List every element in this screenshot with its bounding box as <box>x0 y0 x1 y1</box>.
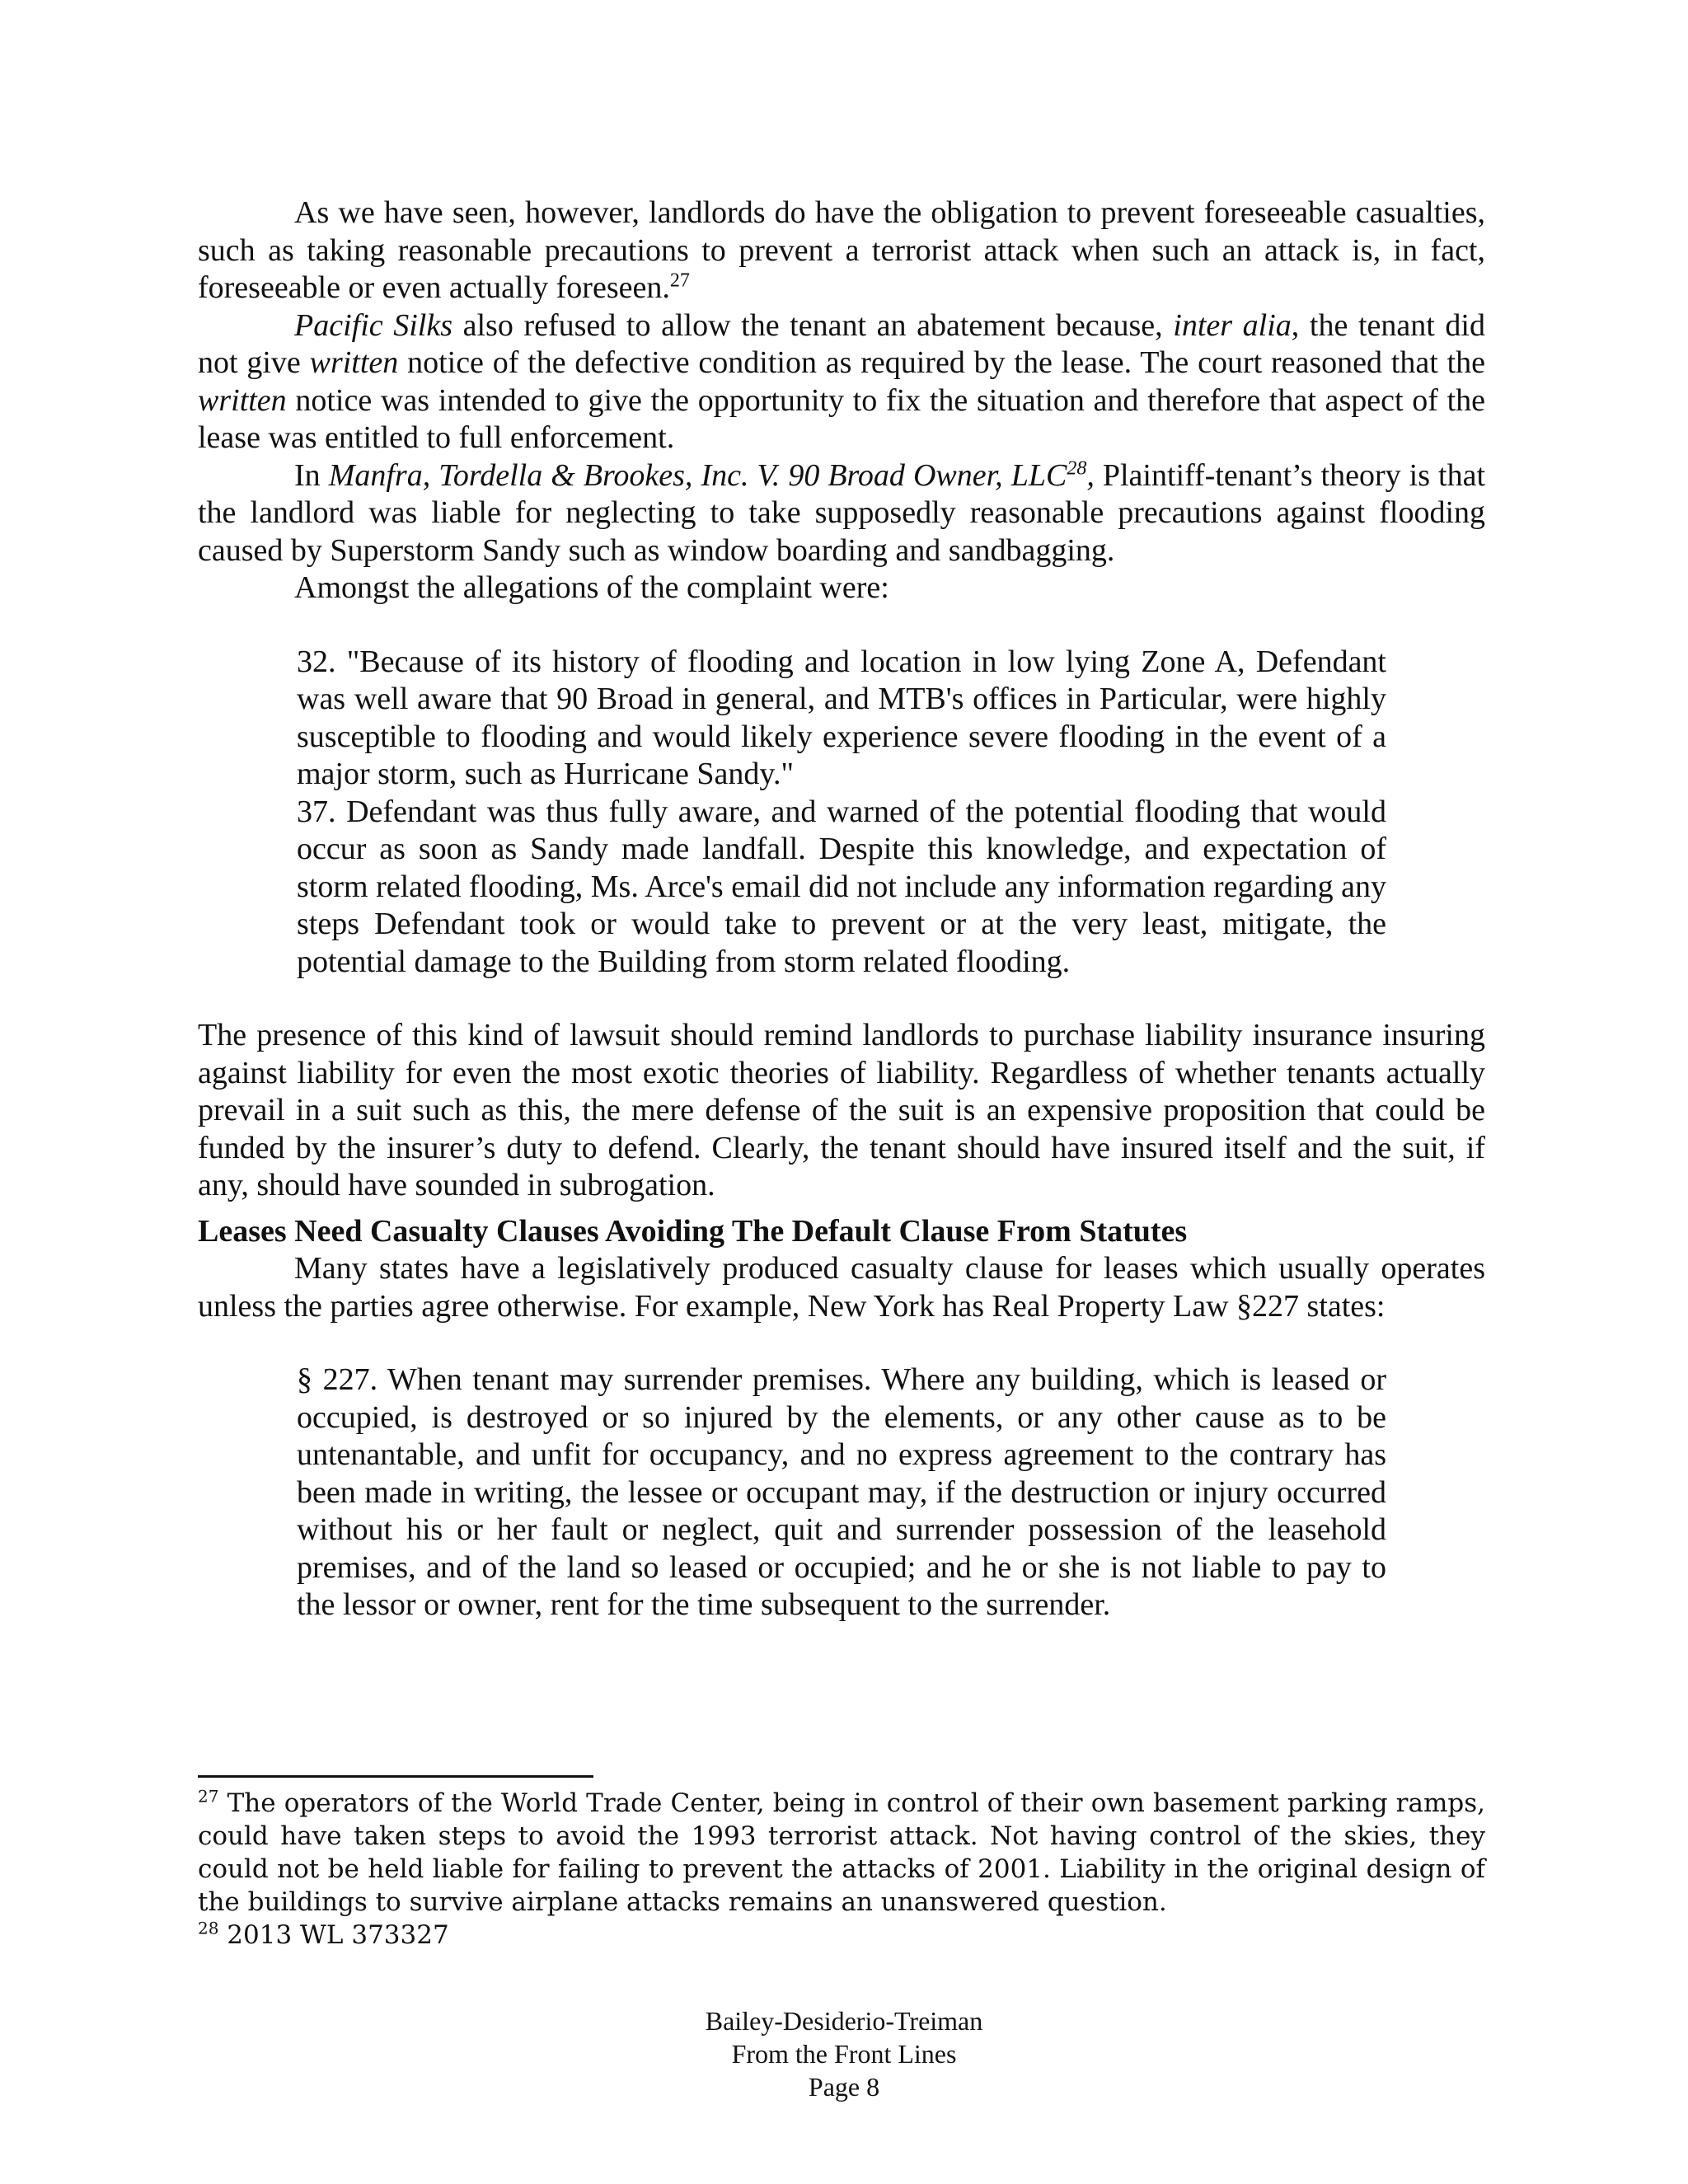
footnote-ref-28 <box>1067 457 1086 479</box>
statute-227-text: § 227. When tenant may surrender premises. Where any building, which is leased or occupied, is destroyed or so injured by the elements, or any other cause as to be untenantable, and unfit for occupancy, and no express agreement to the contrary has been made in writing, the lessee or occupant may, if the destruction or injury occurred without his or her fault or neglect, quit and surrender possession of the leasehold premises, and of the land so leased or occupied; and he or she is not liable to pay to the lessor or owner, rent for the time subsequent to the surrender. <box>297 1362 1386 1622</box>
footnote-number: 28 <box>198 1918 219 1938</box>
spacer <box>198 607 1485 644</box>
emphasis-written: written <box>198 382 287 418</box>
footer-authors: Bailey-Desiderio-Treiman <box>705 2006 983 2036</box>
spacer <box>198 1325 1485 1361</box>
paragraph-foreseeable-casualties <box>198 194 1485 307</box>
section-heading: Leases Need Casualty Clauses Avoiding The Default Clause From Statutes <box>198 1213 1188 1249</box>
paragraph-liability-insurance: The presence of this kind of lawsuit should remind landlords to purchase liability insurance insuring against liability for even the most exotic theories of liability. Regardless of whether tenants actually prevail in a suit such as this, the mere defense of the suit is an expensive proposition that could be funded by the insurer’s duty to defend. Clearly, the tenant should have insured itself and the suit, if any, should have sounded in subrogation. <box>198 1018 1485 1202</box>
paragraph-allegations-intro: Amongst the allegations of the complaint were: <box>294 570 889 605</box>
block-quote-complaint <box>297 644 1386 982</box>
paragraph-text: notice was intended to give the opportunity to fix the situation and therefore that aspect of the lease was entitled to full enforcement. <box>198 382 1485 455</box>
footnotes <box>198 1787 1485 1952</box>
footnote-text: 2013 WL 373327 <box>218 1920 449 1950</box>
footnote-28 <box>198 1919 1485 1952</box>
footer-title: From the Front Lines <box>731 2039 957 2069</box>
case-name-manfra: Manfra, Tordella & Brookes, Inc. V. 90 Broad Owner, LLC <box>328 457 1067 493</box>
footnote-text: The operators of the World Trade Center, being in control of their own basement parking ramps, could have taken steps to avoid the 1993 terrorist attack. Not having control of the skies, they could not be held liable for failing to prevent the attacks of 2001. Liability in the original design of the buildings to survive airplane attacks remains an unanswered question. <box>198 1788 1485 1917</box>
document-body <box>198 194 1485 1624</box>
paragraph-text: also refused to allow the tenant an abatement because, <box>452 307 1174 343</box>
footnote-ref-number: 28 <box>1067 457 1087 479</box>
paragraph-text: , the tenant did not give <box>198 307 1485 380</box>
paragraph-text: In <box>294 457 329 493</box>
emphasis-written: written <box>309 345 399 380</box>
allegation-32: 32. "Because of its history of flooding and location in low lying Zone A, Defendant was well aware that 90 Broad in general, and MTB's offices in Particular, were highly susceptible to flooding and would likely experience severe flooding in the event of a major storm, such as Hurricane Sandy." <box>297 644 1386 791</box>
spacer <box>198 981 1485 1017</box>
paragraph-statutory-clause: Many states have a legislatively produced casualty clause for leases which usually operates unless the parties agree otherwise. For example, New York has Real Property Law §227 states: <box>198 1251 1485 1324</box>
page-footer <box>0 2004 1688 2103</box>
paragraph-text: Plaintiff-tenant’s theory is that the landlord was liable for neglecting to take supposedly reasonable precautions against flooding caused by Superstorm Sandy such as window boarding and sandbagging. <box>198 457 1485 568</box>
paragraph-manfra-case <box>198 457 1485 570</box>
footnote-number: 27 <box>198 1786 219 1807</box>
latin-phrase: inter alia <box>1173 307 1292 343</box>
footnote-27 <box>198 1787 1485 1919</box>
block-quote-statute <box>297 1361 1386 1624</box>
footnote-ref-27: 27 <box>669 269 690 292</box>
paragraph-text: As we have seen, however, landlords do have the obligation to prevent foreseeable casualties, such as taking reasonable precautions to prevent a terrorist attack when such an attack is, in fact, foreseeable or even actually foreseen. <box>198 195 1485 305</box>
allegation-37: 37. Defendant was thus fully aware, and warned of the potential flooding that would occur as soon as Sandy made landfall. Despite this knowledge, and expectation of storm related flooding, Ms. Arce's email did not include any information regarding any steps Defendant took or would take to prevent or at the very least, mitigate, the potential damage to the Building from storm related flooding. <box>297 794 1386 979</box>
page-number: Page 8 <box>808 2072 880 2102</box>
case-name-pacific-silks: Pacific Silks <box>294 307 453 343</box>
paragraph-pacific-silks <box>198 307 1485 457</box>
paragraph-text: notice of the defective condition as required by the lease. The court reasoned that the <box>398 345 1485 380</box>
footnote-divider <box>198 1775 593 1778</box>
punctuation: , <box>1086 457 1095 493</box>
